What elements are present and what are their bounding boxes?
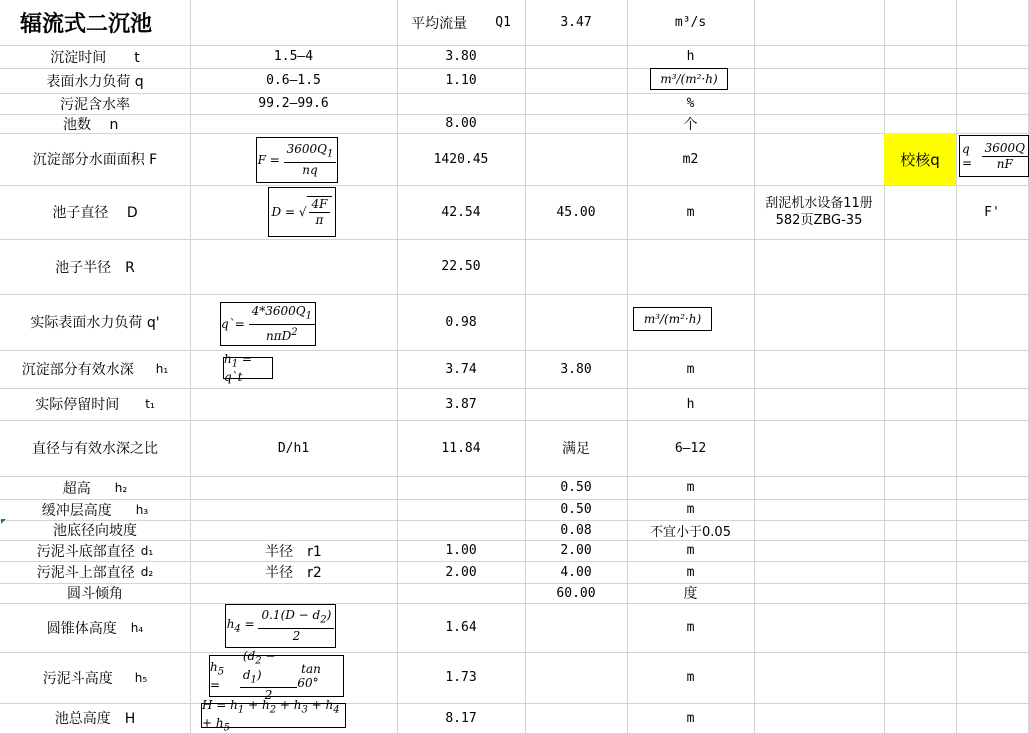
- row-label-freeboard-cell[interactable]: [0, 476, 190, 499]
- row-sub-hopper-bottom: d₁: [140, 543, 154, 558]
- row-label-settling-time[interactable]: 沉淀时间 t: [50, 49, 140, 66]
- formula-text-diameter: D =: [271, 205, 299, 219]
- row-unit-diameter[interactable]: m: [686, 204, 695, 220]
- row-label-tank-count[interactable]: 池数 n: [63, 116, 119, 133]
- row-label-hopper-angle[interactable]: 圆斗倾角: [67, 586, 123, 602]
- row-label-ratio[interactable]: 直径与有效水深之比: [32, 441, 158, 457]
- header-flow-value[interactable]: 3.47: [560, 15, 592, 30]
- row-label-surface-area[interactable]: 沉淀部分水面面积 F: [32, 152, 158, 168]
- row-label-hopper-top-cell[interactable]: [0, 561, 190, 583]
- row-unit-freeboard[interactable]: m: [686, 480, 695, 495]
- row-sub-hopper-height: h₅: [134, 670, 148, 685]
- row-range-hopper-bottom[interactable]: 半径 r1: [265, 543, 322, 560]
- row-unit-hopper-height[interactable]: m: [686, 670, 695, 685]
- row-extra-slope[interactable]: 0.08: [560, 522, 592, 538]
- row-unit-tank-count[interactable]: 个: [683, 116, 698, 133]
- row-unit-surface-load[interactable]: [650, 68, 728, 90]
- row-sub-retention: t₁: [145, 397, 155, 411]
- row-unit-buffer[interactable]: m: [686, 502, 695, 517]
- formula-frac-actual-surface-load: $\frac{4*3600Q_1}{n\pi D^2}$: [249, 304, 315, 343]
- formula-diameter[interactable]: [268, 187, 336, 237]
- formula-surface-area[interactable]: [256, 137, 338, 183]
- row-value-tank-count[interactable]: 8.00: [445, 116, 477, 131]
- unit-text-actual-surface-load: m³/(m²·h): [643, 312, 702, 326]
- formula-total-height[interactable]: [201, 698, 346, 733]
- row-label-actual-surface-load[interactable]: 实际表面水力负荷 q': [30, 315, 160, 331]
- formula-text-total-height: $H = h_1 + h_2 + h_3 + h_4 + h_5$: [202, 698, 340, 733]
- row-value-effective-depth[interactable]: 3.74: [445, 361, 477, 377]
- row-label-hopper-height: 污泥斗高度: [42, 670, 113, 687]
- row-label-cone-height-cell[interactable]: [0, 603, 190, 652]
- row-range-surface-load[interactable]: 0.6—1.5: [266, 73, 321, 88]
- row-unit-retention[interactable]: h: [686, 396, 695, 412]
- row-label-effective-depth-cell[interactable]: [0, 350, 190, 388]
- check-q-formula[interactable]: [959, 135, 1029, 177]
- row-label-total-height[interactable]: 池总高度 H: [54, 711, 136, 727]
- header-flow-label: 平均流量: [411, 15, 468, 32]
- formula-text-hopper-height: $h_5$ =: [210, 660, 225, 692]
- check-formula-text: q =: [962, 142, 976, 170]
- row-value-radius[interactable]: 22.50: [441, 259, 481, 274]
- row-label-effective-depth: 沉淀部分有效水深: [21, 362, 134, 378]
- row-extra-hopper-top[interactable]: 4.00: [560, 564, 592, 580]
- row-range-sludge-moisture[interactable]: 99.2—99.6: [258, 96, 329, 111]
- formula-text-effective-depth: $h_1$ = q`t: [224, 352, 252, 384]
- row-label-hopper-top: 污泥斗上部直径: [36, 565, 135, 581]
- row-label-cone-height: 圆锥体高度: [46, 620, 117, 637]
- formula-cone-height[interactable]: [225, 604, 336, 648]
- row-extra-hopper-angle[interactable]: 60.00: [556, 585, 596, 601]
- check-formula-frac: $\frac{3600Q}{nF}$: [982, 141, 1028, 172]
- row-label-sludge-moisture[interactable]: 污泥含水率: [60, 96, 130, 113]
- row-label-hopper-bottom-cell[interactable]: [0, 540, 190, 561]
- row-sub-hopper-top: d₂: [140, 565, 154, 579]
- row-value-retention[interactable]: 3.87: [445, 396, 477, 412]
- row-unit-sludge-moisture[interactable]: %: [686, 96, 695, 111]
- formula-tan-hopper-height: tan 60°: [297, 662, 321, 690]
- row-label-radius[interactable]: 池子半径 R: [55, 259, 135, 276]
- row-value-hopper-height[interactable]: 1.73: [445, 670, 477, 685]
- row-sub-cone-height: h₄: [130, 620, 144, 635]
- row-unit-hopper-bottom[interactable]: m: [686, 543, 695, 558]
- row-value-surface-load[interactable]: 1.10: [445, 73, 477, 88]
- row-unit-hopper-top[interactable]: m: [686, 564, 695, 580]
- row-label-buffer: 缓冲层高度: [41, 502, 112, 519]
- sheet-title[interactable]: 辐流式二沉池: [20, 12, 153, 37]
- row-value-settling-time[interactable]: 3.80: [445, 49, 477, 64]
- row-sub-freeboard: h₂: [114, 480, 128, 495]
- row-unit-ratio[interactable]: 6—12: [674, 440, 707, 456]
- row-extra-effective-depth[interactable]: 3.80: [560, 361, 592, 377]
- row-value-diameter[interactable]: 42.54: [441, 204, 481, 220]
- formula-frac-hopper-height: $\frac{(d_2 - d_1)}{2}$: [240, 649, 297, 704]
- row-label-retention: 实际停留时间: [35, 397, 120, 413]
- row-label-diameter[interactable]: 池子直径 D: [52, 205, 138, 221]
- row-label-hopper-height-cell[interactable]: [0, 652, 190, 703]
- row-value-actual-surface-load[interactable]: 0.98: [445, 314, 477, 330]
- row-label-slope[interactable]: 池底径向坡度: [53, 523, 137, 539]
- row-value-hopper-top[interactable]: 2.00: [445, 564, 477, 580]
- row-value-cone-height[interactable]: 1.64: [445, 620, 477, 635]
- formula-text-cone-height: $h_4$ =: [226, 617, 259, 635]
- row-unit-surface-area[interactable]: m2: [682, 151, 699, 167]
- check-q-label[interactable]: 校核q: [884, 133, 956, 185]
- row-value-total-height[interactable]: 8.17: [445, 710, 477, 726]
- row-sub-buffer: h₃: [135, 502, 149, 517]
- formula-actual-surface-load[interactable]: [220, 302, 316, 346]
- formula-frac-cone-height: $\frac{0.1(D - d_2)}{2}$: [258, 608, 334, 643]
- row-range-ratio[interactable]: D/h1: [277, 440, 310, 456]
- formula-effective-depth[interactable]: [223, 352, 273, 384]
- row-extra-freeboard[interactable]: 0.50: [560, 480, 592, 495]
- check-fprime[interactable]: F': [984, 204, 1000, 220]
- row-unit-hopper-angle[interactable]: 度: [683, 586, 698, 602]
- row-value-surface-area[interactable]: 1420.45: [433, 151, 489, 167]
- row-extra-hopper-bottom[interactable]: 2.00: [560, 543, 592, 558]
- row-extra-diameter[interactable]: 45.00: [556, 204, 596, 220]
- row-unit-slope[interactable]: 不宜小于0.05: [650, 524, 731, 540]
- header-flow-unit[interactable]: m³/s: [674, 15, 707, 30]
- row-label-freeboard: 超高: [62, 480, 91, 497]
- row-extra-buffer[interactable]: 0.50: [560, 502, 592, 517]
- row-unit-actual-surface-load[interactable]: [633, 307, 712, 331]
- formula-text-actual-surface-load: q`=: [221, 317, 249, 331]
- row-label-buffer-cell[interactable]: [0, 499, 190, 520]
- row-range-settling-time[interactable]: 1.5—4: [273, 49, 314, 64]
- row-unit-effective-depth[interactable]: m: [686, 361, 695, 377]
- header-flow-label-cell[interactable]: [397, 0, 525, 45]
- row-range-hopper-top[interactable]: 半径 r2: [265, 565, 322, 581]
- row-extra-ratio[interactable]: 满足: [562, 441, 590, 457]
- row-unit-settling-time[interactable]: h: [686, 49, 695, 64]
- row-label-surface-load[interactable]: 表面水力负荷 q: [46, 73, 144, 90]
- row-unit-cone-height[interactable]: m: [686, 620, 695, 635]
- row-label-hopper-bottom: 污泥斗底部直径: [36, 543, 135, 560]
- row-value-hopper-bottom[interactable]: 1.00: [445, 543, 477, 558]
- row-sub-effective-depth: h₁: [155, 362, 169, 376]
- equipment-note[interactable]: 刮泥机水设备11册 582页ZBG-35: [765, 196, 873, 228]
- row-label-retention-cell[interactable]: [0, 388, 190, 420]
- unit-text-surface-load: m³/(m²·h): [660, 72, 718, 86]
- formula-hopper-height[interactable]: [209, 648, 344, 703]
- sqrt-diameter: √ $\frac{4F}{\pi}$: [299, 196, 333, 228]
- formula-frac-surface-area: $\frac{3600Q_1}{nq}$: [284, 142, 337, 177]
- formula-text-surface-area: F =: [257, 153, 284, 167]
- header-flow-var: Q1: [495, 15, 511, 30]
- row-unit-total-height[interactable]: m: [686, 710, 695, 726]
- row-value-ratio[interactable]: 11.84: [441, 440, 481, 456]
